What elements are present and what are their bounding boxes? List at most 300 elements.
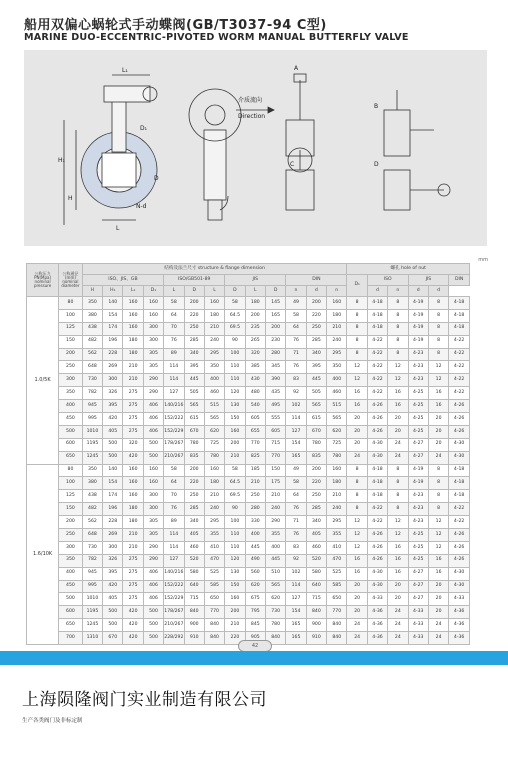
table-cell: 562	[82, 516, 102, 529]
table-cell: 102	[286, 400, 306, 413]
holes-header: 螺孔 hole of nut	[347, 264, 470, 275]
table-cell: 20	[347, 606, 367, 619]
table-cell: 4-25	[408, 425, 428, 438]
table-cell: 210	[204, 490, 224, 503]
table-cell: 154	[286, 606, 306, 619]
table-cell: 4-33	[408, 606, 428, 619]
table-cell: 1245	[82, 619, 102, 632]
table-cell: 8	[428, 322, 448, 335]
table-cell: 150	[265, 464, 285, 477]
table-cell: 16	[347, 567, 367, 580]
table-cell: 4-30	[367, 451, 387, 464]
table-cell: 69.5	[225, 490, 245, 503]
table-cell: 380	[82, 309, 102, 322]
table-cell: 49	[286, 464, 306, 477]
table-cell: 8	[428, 503, 448, 516]
table-cell: 12	[428, 541, 448, 554]
table-cell: 235	[245, 322, 265, 335]
table-cell: 4-36	[367, 632, 387, 645]
table-cell: 655	[245, 425, 265, 438]
table-cell: 4-18	[367, 309, 387, 322]
table-cell: 8	[347, 348, 367, 361]
table-cell: 76	[164, 503, 184, 516]
technical-drawing-panel	[24, 50, 487, 246]
table-row	[27, 413, 470, 426]
table-cell: 16	[347, 554, 367, 567]
table-cell: 20	[428, 580, 448, 593]
table-cell: 150	[59, 503, 83, 516]
table-cell: 24	[388, 606, 408, 619]
table-cell: 648	[82, 529, 102, 542]
table-cell: 1010	[82, 425, 102, 438]
table-cell: 840	[204, 619, 224, 632]
label-N-d: N-d	[136, 203, 147, 210]
table-cell: 8	[347, 464, 367, 477]
table-row	[27, 438, 470, 451]
table-cell: 127	[286, 593, 306, 606]
table-cell: 4-33	[408, 619, 428, 632]
table-cell: 250	[59, 361, 83, 374]
table-cell: 127	[164, 387, 184, 400]
table-cell: 4-19	[408, 464, 428, 477]
table-cell: 4-18	[449, 490, 470, 503]
table-cell: 910	[184, 632, 204, 645]
table-cell: 8	[347, 335, 367, 348]
table-cell: 500	[143, 451, 163, 464]
table-cell: 4-30	[449, 580, 470, 593]
table-cell: 20	[347, 580, 367, 593]
table-cell: 300	[103, 374, 123, 387]
table-cell: 200	[265, 322, 285, 335]
table-cell: 1010	[82, 593, 102, 606]
table-cell: 250	[245, 490, 265, 503]
table-cell: 200	[184, 297, 204, 310]
table-cell: 300	[59, 541, 83, 554]
pn-cell: 1.0/5K	[27, 297, 59, 465]
label-D: D	[154, 175, 159, 182]
table-cell: 64	[164, 477, 184, 490]
table-cell: 8	[388, 309, 408, 322]
table-cell: 730	[265, 606, 285, 619]
table-cell: 127	[164, 554, 184, 567]
table-cell: 782	[82, 387, 102, 400]
table-cell: 16	[388, 567, 408, 580]
table-cell: 340	[306, 348, 326, 361]
table-cell: 64	[164, 309, 184, 322]
table-cell: 83	[286, 541, 306, 554]
table-cell: 620	[265, 593, 285, 606]
table-cell: 345	[265, 361, 285, 374]
table-cell: 400	[59, 400, 83, 413]
company-tagline: 生产各类阀门及非标定制	[22, 718, 83, 724]
table-cell: 16	[388, 541, 408, 554]
table-cell: 560	[245, 567, 265, 580]
table-cell: 770	[327, 606, 347, 619]
label-H1: H₁	[58, 157, 65, 164]
table-cell: 100	[225, 516, 245, 529]
table-cell: 390	[265, 374, 285, 387]
table-cell: 4-18	[449, 309, 470, 322]
table-cell: 355	[204, 529, 224, 542]
table-cell: 285	[306, 503, 326, 516]
table-cell: 178/267	[164, 438, 184, 451]
hole-din-header: DIN	[449, 275, 470, 286]
table-cell: 16	[347, 400, 367, 413]
table-row	[27, 400, 470, 413]
label-L1: L₁	[122, 67, 128, 74]
table-cell: 330	[245, 516, 265, 529]
table-cell: 320	[245, 348, 265, 361]
table-cell: 8	[428, 348, 448, 361]
table-cell: 340	[184, 348, 204, 361]
table-cell: 8	[347, 322, 367, 335]
table-cell: 620	[327, 425, 347, 438]
table-cell: 420	[123, 451, 143, 464]
table-cell: 565	[204, 413, 224, 426]
table-cell: 165	[286, 451, 306, 464]
table-row	[27, 606, 470, 619]
table-cell: 58	[225, 464, 245, 477]
table-cell: 64.5	[225, 309, 245, 322]
table-cell: 4-25	[408, 413, 428, 426]
table-cell: 275	[123, 425, 143, 438]
table-cell: 70	[164, 490, 184, 503]
view-label-C: C	[290, 161, 295, 168]
table-cell: 196	[103, 335, 123, 348]
table-row	[27, 593, 470, 606]
table-cell: 160	[143, 297, 163, 310]
table-cell: 114	[286, 413, 306, 426]
table-cell: 114	[164, 361, 184, 374]
table-cell: 280	[245, 503, 265, 516]
table-cell: 600	[59, 606, 83, 619]
table-cell: 8	[388, 477, 408, 490]
table-cell: 8	[347, 297, 367, 310]
subheader-cell: D₁	[143, 286, 163, 297]
table-cell: 350	[82, 464, 102, 477]
table-cell: 300	[59, 374, 83, 387]
table-cell: 8	[428, 297, 448, 310]
table-cell: 420	[123, 632, 143, 645]
table-cell: 185	[245, 464, 265, 477]
table-cell: 90	[225, 335, 245, 348]
table-cell: 8	[428, 309, 448, 322]
subheader-cell: D	[265, 286, 285, 297]
table-cell: 4-25	[408, 541, 428, 554]
table-cell: 406	[143, 400, 163, 413]
table-cell: 76	[286, 335, 306, 348]
table-cell: 445	[306, 374, 326, 387]
table-row	[27, 335, 470, 348]
table-cell: 180	[123, 516, 143, 529]
table-cell: 520	[306, 554, 326, 567]
table-cell: 840	[184, 606, 204, 619]
structure-header: 结构及法兰尺寸 structure & flange dimension	[82, 264, 347, 275]
table-cell: 180	[245, 297, 265, 310]
table-cell: 615	[184, 413, 204, 426]
table-cell: 180	[123, 335, 143, 348]
table-cell: 4-26	[449, 554, 470, 567]
table-cell: 160	[123, 322, 143, 335]
table-cell: 4-23	[408, 490, 428, 503]
table-cell: 4-25	[408, 400, 428, 413]
subheader-cell: L	[204, 286, 224, 297]
table-cell: 4-36	[449, 606, 470, 619]
table-cell: 285	[184, 503, 204, 516]
table-cell: 580	[306, 567, 326, 580]
table-cell: 64	[286, 490, 306, 503]
table-cell: 8	[347, 503, 367, 516]
table-cell: 64.5	[225, 477, 245, 490]
table-cell: 140/216	[164, 567, 184, 580]
table-cell: 4-22	[367, 374, 387, 387]
table-cell: 555	[265, 413, 285, 426]
table-cell: 445	[184, 374, 204, 387]
table-cell: 4-26	[367, 554, 387, 567]
table-cell: 8	[388, 322, 408, 335]
table-cell: 240	[327, 335, 347, 348]
table-cell: 69.5	[225, 322, 245, 335]
table-cell: 20	[388, 425, 408, 438]
table-cell: 71	[286, 516, 306, 529]
table-cell: 326	[103, 387, 123, 400]
table-cell: 228/292	[164, 632, 184, 645]
table-cell: 12	[388, 361, 408, 374]
table-cell: 4-22	[449, 503, 470, 516]
valve-drawing	[24, 50, 487, 246]
table-cell: 16	[428, 387, 448, 400]
table-cell: 58	[164, 464, 184, 477]
table-cell: 355	[327, 529, 347, 542]
table-cell: 24	[428, 619, 448, 632]
subheader-cell: H₁	[103, 286, 123, 297]
table-cell: 482	[82, 335, 102, 348]
table-cell: 4-26	[449, 400, 470, 413]
table-cell: 160	[123, 297, 143, 310]
table-cell: 780	[327, 451, 347, 464]
table-cell: 640	[306, 580, 326, 593]
subheader-cell: D	[225, 286, 245, 297]
table-cell: 670	[103, 632, 123, 645]
table-cell: 160	[225, 425, 245, 438]
table-cell: 910	[306, 632, 326, 645]
table-cell: 406	[143, 580, 163, 593]
table-cell: 200	[245, 309, 265, 322]
table-cell: 165	[286, 619, 306, 632]
group-iso-jis-gb: ISO、JIS、GB	[82, 275, 163, 286]
table-cell: 16	[388, 387, 408, 400]
table-row	[27, 374, 470, 387]
table-cell: 20	[347, 413, 367, 426]
table-cell: 470	[327, 554, 347, 567]
pn-header: 公称压力 PN(Mpa) nominal pressure	[27, 264, 59, 297]
table-cell: 482	[82, 503, 102, 516]
table-cell: 945	[82, 400, 102, 413]
table-cell: 500	[103, 451, 123, 464]
table-cell: 435	[265, 387, 285, 400]
table-cell: 4-26	[449, 425, 470, 438]
table-cell: 620	[245, 580, 265, 593]
table-cell: 70	[164, 322, 184, 335]
table-cell: 670	[184, 425, 204, 438]
table-cell: 200	[306, 297, 326, 310]
table-cell: 525	[204, 567, 224, 580]
table-cell: 265	[245, 335, 265, 348]
group-jis: JIS	[225, 275, 286, 286]
table-cell: 200	[59, 348, 83, 361]
table-cell: 420	[123, 606, 143, 619]
table-cell: 160	[143, 477, 163, 490]
table-cell: 400	[327, 374, 347, 387]
table-cell: 180	[123, 348, 143, 361]
table-cell: 406	[143, 425, 163, 438]
table-cell: 4-26	[449, 529, 470, 542]
table-cell: 405	[103, 593, 123, 606]
table-cell: 500	[143, 619, 163, 632]
table-cell: 150	[225, 580, 245, 593]
table-cell: 300	[143, 503, 163, 516]
table-cell: 405	[306, 529, 326, 542]
table-row	[27, 554, 470, 567]
dimension-table	[26, 263, 470, 645]
table-cell: 16	[428, 400, 448, 413]
table-cell: 165	[265, 309, 285, 322]
table-cell: 4-18	[449, 464, 470, 477]
table-cell: 4-27	[408, 438, 428, 451]
hole-jis-header: JIS	[408, 275, 449, 286]
table-cell: 275	[123, 400, 143, 413]
table-cell: 89	[164, 348, 184, 361]
table-cell: 290	[143, 541, 163, 554]
table-cell: 505	[184, 387, 204, 400]
table-cell: 300	[143, 490, 163, 503]
table-cell: 24	[347, 451, 367, 464]
table-cell: 152/229	[164, 425, 184, 438]
table-cell: 100	[225, 348, 245, 361]
table-cell: 220	[306, 309, 326, 322]
table-cell: 114	[164, 529, 184, 542]
table-cell: 835	[184, 451, 204, 464]
table-cell: 125	[59, 490, 83, 503]
subheader-cell: L₁	[123, 286, 143, 297]
table-cell: 650	[59, 451, 83, 464]
table-cell: 140	[103, 297, 123, 310]
table-cell: 8	[347, 309, 367, 322]
table-cell: 400	[265, 541, 285, 554]
table-cell: 562	[82, 348, 102, 361]
table-cell: 125	[59, 322, 83, 335]
table-cell: 285	[306, 335, 326, 348]
table-cell: 280	[265, 348, 285, 361]
table-cell: 90	[225, 503, 245, 516]
table-cell: 350	[327, 361, 347, 374]
table-cell: 305	[143, 529, 163, 542]
table-cell: 600	[59, 438, 83, 451]
table-row	[27, 361, 470, 374]
table-cell: 995	[82, 580, 102, 593]
table-cell: 160	[143, 464, 163, 477]
table-cell: 8	[347, 477, 367, 490]
table-cell: 210	[123, 374, 143, 387]
table-cell: 16	[428, 567, 448, 580]
table-cell: 152/222	[164, 413, 184, 426]
table-cell: 420	[123, 619, 143, 632]
table-cell: 89	[164, 516, 184, 529]
table-cell: 470	[204, 554, 224, 567]
hole-iso-header: ISO	[367, 275, 408, 286]
table-cell: 4-19	[408, 322, 428, 335]
table-cell: 150	[225, 413, 245, 426]
table-cell: 114	[164, 374, 184, 387]
table-cell: 380	[82, 477, 102, 490]
table-cell: 540	[245, 400, 265, 413]
table-cell: 395	[103, 567, 123, 580]
table-cell: 340	[306, 516, 326, 529]
table-cell: 780	[184, 438, 204, 451]
table-cell: 4-19	[408, 309, 428, 322]
table-cell: 840	[265, 632, 285, 645]
table-cell: 605	[245, 413, 265, 426]
table-cell: 16	[347, 387, 367, 400]
table-cell: 110	[225, 374, 245, 387]
table-cell: 835	[306, 451, 326, 464]
table-cell: 275	[123, 387, 143, 400]
table-cell: 8	[388, 464, 408, 477]
table-cell: 228	[103, 516, 123, 529]
table-cell: 650	[59, 619, 83, 632]
table-row	[27, 297, 470, 310]
table-cell: 160	[123, 490, 143, 503]
table-cell: 510	[265, 567, 285, 580]
view-label-D: D	[374, 161, 379, 168]
table-cell: 730	[82, 374, 102, 387]
table-cell: 565	[327, 413, 347, 426]
table-cell: 500	[143, 606, 163, 619]
table-cell: 4-22	[449, 348, 470, 361]
table-cell: 12	[388, 516, 408, 529]
table-cell: 200	[306, 464, 326, 477]
subheader-cell: n	[327, 286, 347, 297]
table-cell: 840	[327, 619, 347, 632]
table-cell: 450	[59, 413, 83, 426]
table-cell: 4-30	[449, 567, 470, 580]
subheader-cell: d	[367, 286, 387, 297]
table-cell: 725	[327, 438, 347, 451]
table-cell: 110	[225, 361, 245, 374]
table-cell: 145	[265, 297, 285, 310]
table-cell: 715	[265, 438, 285, 451]
table-cell: 20	[388, 413, 408, 426]
table-cell: 20	[428, 606, 448, 619]
table-cell: 58	[225, 297, 245, 310]
table-cell: 400	[59, 567, 83, 580]
table-cell: 445	[265, 554, 285, 567]
table-cell: 395	[103, 400, 123, 413]
table-cell: 500	[103, 619, 123, 632]
table-cell: 275	[123, 413, 143, 426]
table-cell: 4-22	[449, 335, 470, 348]
table-cell: 350	[204, 361, 224, 374]
table-cell: 715	[306, 593, 326, 606]
table-cell: 500	[143, 632, 163, 645]
table-cell: 605	[265, 425, 285, 438]
table-cell: 515	[204, 400, 224, 413]
table-cell: 160	[143, 309, 163, 322]
table-cell: 58	[164, 297, 184, 310]
table-cell: 20	[347, 438, 367, 451]
table-cell: 154	[286, 438, 306, 451]
table-cell: 100	[59, 309, 83, 322]
